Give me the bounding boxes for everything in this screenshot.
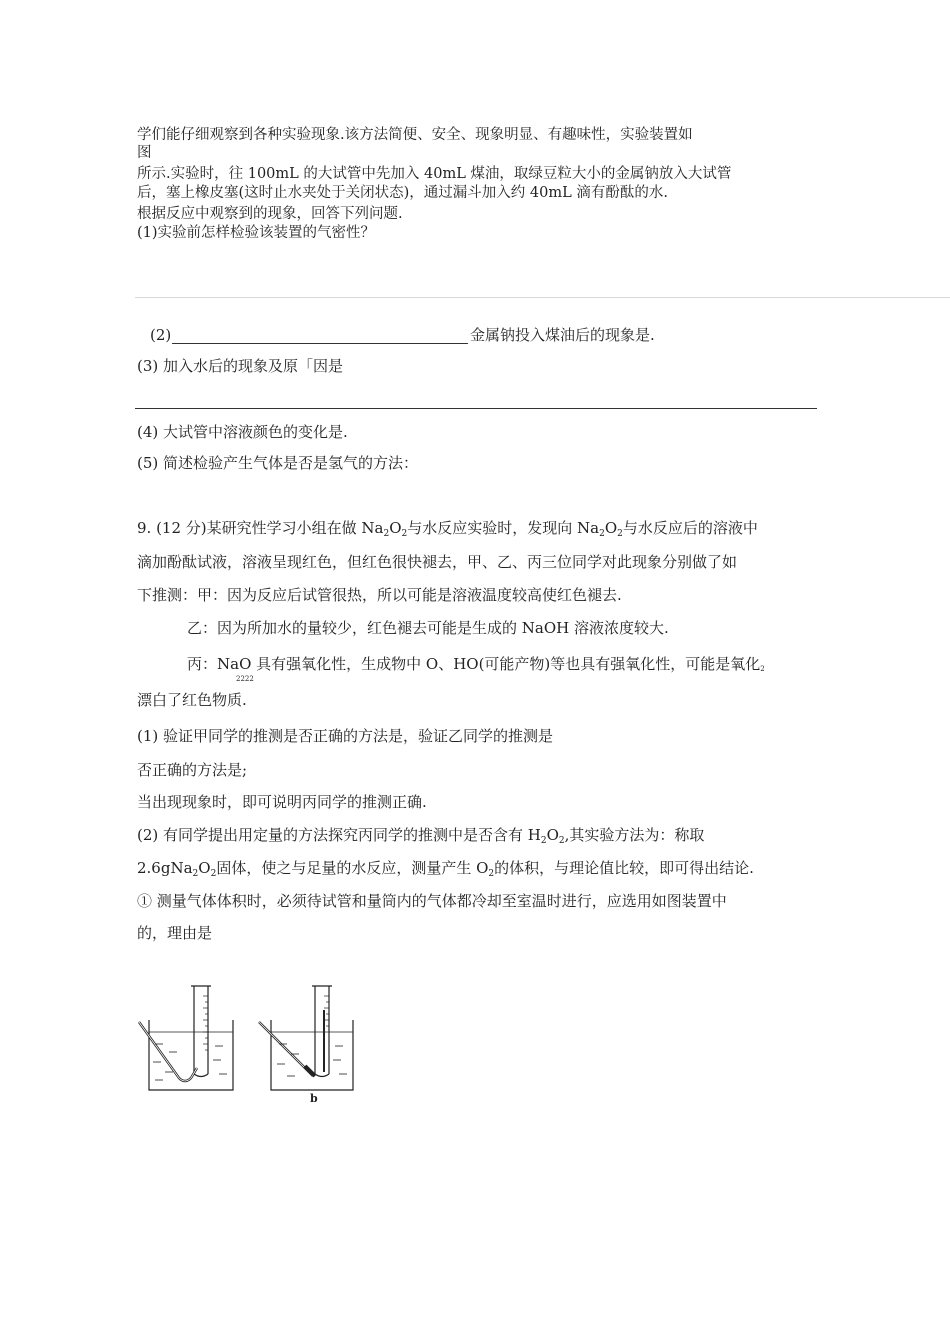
q9-s2-line-4: 的，理由是 <box>137 924 213 942</box>
q9-bing: 丙：NaO 具有强氧化性，生成物中 O、HO(可能产物)等也具有强氧化性，可能是氧化2 <box>187 655 765 673</box>
q9-line-1: 9. (12 分)某研究性学习小组在做 $Na_2O_2$与水反应实验时，发现向 $Na_2O_2$与水反应后的溶液中 <box>137 519 758 539</box>
figure-label-b: b <box>310 1092 318 1105</box>
q9-bing-subscripts: 2222 <box>236 675 254 683</box>
q9-s2-line-2: $2.6gNa_2O_2$固体，使之与足量的水反应，测量产生 $O_2$的体积，与理论值比较，即可得出结论. <box>137 859 754 879</box>
q9-line-3: 下推测：甲：因为反应后试管很热，所以可能是溶液温度较高使红色褪去. <box>137 586 622 604</box>
intro-line-3: 所示.实验时，往 100mL 的大试管中先加入 40mL 煤油，取绿豆粒大小的金属钠放入大试管 <box>137 166 732 182</box>
question-2-text: 金属钠投入煤油后的现象是. <box>470 326 655 344</box>
q9-bing-2: 漂白了红色物质. <box>137 691 247 709</box>
question-1: (1)实验前怎样检验该装置的气密性？ <box>137 225 376 241</box>
answer-blank-line <box>172 343 468 344</box>
q9-s1-line-1: (1) 验证甲同学的推测是否正确的方法是，验证乙同学的推测是 <box>137 727 554 745</box>
question-5: (5) 简述检验产生气体是否是氢气的方法： <box>137 454 419 472</box>
answer-line <box>135 408 817 409</box>
intro-line-2: 图 <box>137 145 152 161</box>
apparatus-a-diagram <box>135 980 240 1095</box>
q9-s2-line-3: ① 测量气体体积时，必须待试管和量筒内的气体都冷却至室温时进行，应选用如图装置中 <box>137 892 727 910</box>
q9-s1-line-3: 当出现现象时，即可说明丙同学的推测正确. <box>137 793 427 811</box>
apparatus-b-diagram <box>255 980 360 1105</box>
q9-s1-line-2: 否正确的方法是; <box>137 761 248 779</box>
q9-yi: 乙：因为所加水的量较少，红色褪去可能是生成的 NaOH 溶液浓度较大. <box>187 619 669 637</box>
question-2-prefix: (2) <box>150 326 172 344</box>
question-3: (3) 加入水后的现象及原「因是 <box>137 357 344 375</box>
page-separator <box>135 297 950 298</box>
intro-line-1: 学们能仔细观察到各种实验现象.该方法简便、安全、现象明显、有趣味性，实验装置如 <box>137 127 693 143</box>
question-4: (4) 大试管中溶液颜色的变化是. <box>137 423 348 441</box>
intro-line-4: 后，塞上橡皮塞(这时止水夹处于关闭状态)，通过漏斗加入约 40mL 滴有酚酞的水. <box>137 185 668 201</box>
intro-line-5: 根据反应中观察到的现象，回答下列问题. <box>137 206 403 222</box>
q9-s2-line-1: (2) 有同学提出用定量的方法探究丙同学的推测中是否含有 $H_2O_2$,其实验方法为：称取 <box>137 826 705 846</box>
q9-line-2: 滴加酚酞试液，溶液呈现红色，但红色很快褪去，甲、乙、丙三位同学对此现象分别做了如 <box>137 553 738 571</box>
